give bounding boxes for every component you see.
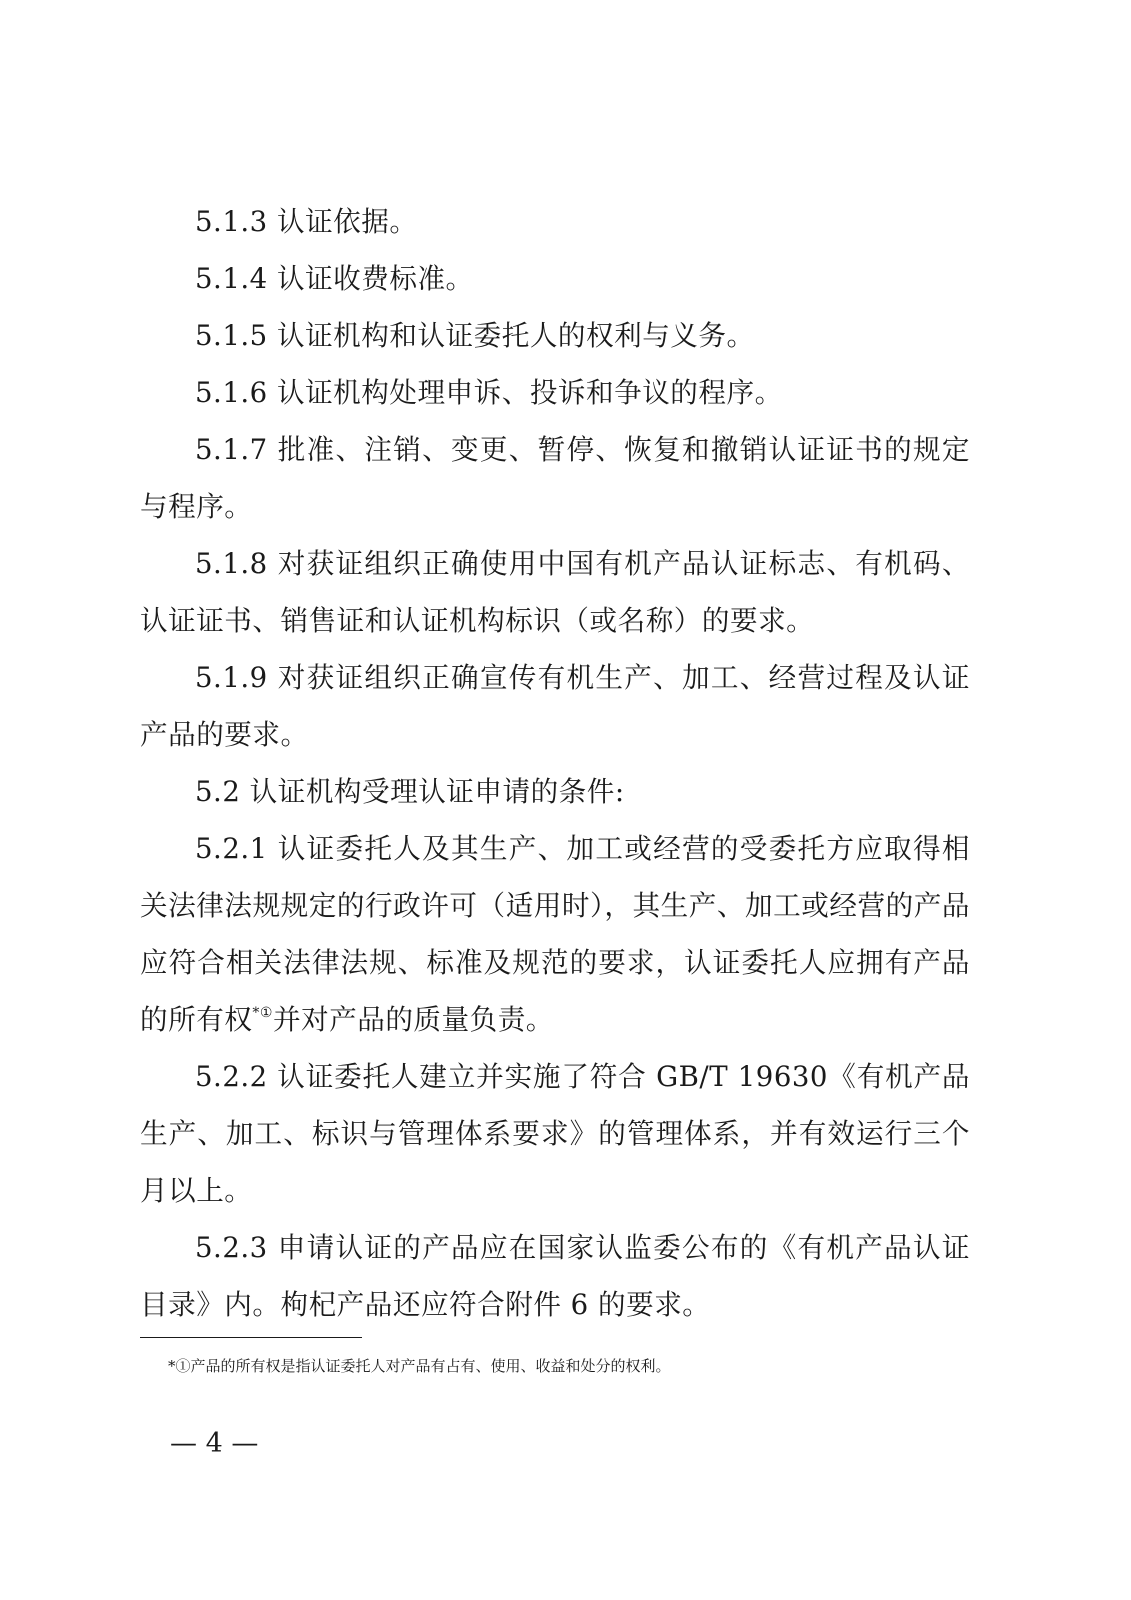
footnote-reference: *① (252, 1005, 273, 1021)
clause-5-1-5: 5.1.5 认证机构和认证委托人的权利与义务。 (195, 319, 755, 352)
clause-5-2-2: 5.2.2 认证委托人建立并实施了符合 GB/T 19630《有机产品 生产、加工、标识与管理体系要求》的管理体系，并有效运行三个月以上。 (140, 1060, 970, 1207)
clause-5-2-3: 5.2.3 申请认证的产品应在国家认监委公布的《有机产品认证目录》内。枸杞产品还应符合附件 6 的要求。 (140, 1231, 970, 1321)
document-body (140, 193, 970, 1333)
clause-5-2-1 (140, 820, 970, 1048)
page-number: — 4 — (170, 1428, 259, 1459)
clause-5-1-6: 5.1.6 认证机构处理申诉、投诉和争议的程序。 (195, 376, 783, 409)
clause-5-1-7: 5.1.7 批准、注销、变更、暂停、恢复和撤销认证证书的规定与程序。 (140, 433, 970, 523)
clause-5-1-8: 5.1.8 对获证组织正确使用中国有机产品认证标志、有机码、认证证书、销售证和认证机构标识（或名称）的要求。 (140, 547, 970, 637)
clause-5-1-4: 5.1.4 认证收费标准。 (195, 262, 474, 295)
clause-5-2-1-text-end: 并对产品的质量负责。 (272, 1003, 554, 1036)
clause-5-2-1-text: 5.2.1 认证委托人及其生产、加工或经营的受委托方应取得相关法律法规规定的行政许可（适用时），其生产、加工或经营的产品应符合相关法律法规、标准及规范的要求，认证委托人应拥有产品的所有权 (140, 832, 970, 1036)
clause-5-1-9: 5.1.9 对获证组织正确宣传有机生产、加工、经营过程及认证产品的要求。 (140, 661, 970, 751)
footnote-divider (140, 1337, 362, 1338)
clause-5-1-3: 5.1.3 认证依据。 (195, 205, 418, 238)
footnote: *①产品的所有权是指认证委托人对产品有占有、使用、收益和处分的权利。 (168, 1357, 671, 1375)
clause-5-2: 5.2 认证机构受理认证申请的条件: (195, 775, 625, 808)
